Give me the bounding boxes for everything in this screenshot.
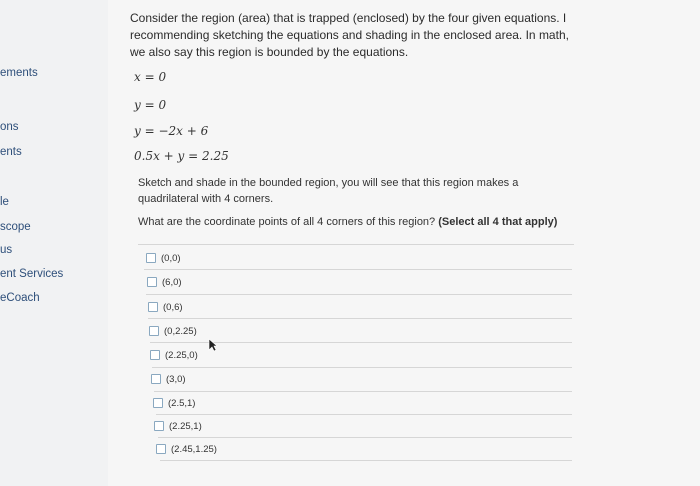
divider bbox=[158, 437, 572, 438]
checkbox[interactable] bbox=[150, 350, 160, 360]
question-panel bbox=[108, 0, 700, 486]
sidebar-item-scope[interactable]: scope bbox=[0, 221, 31, 233]
sidebar-item-ent-services[interactable]: ent Services bbox=[0, 268, 64, 280]
divider bbox=[146, 294, 572, 295]
option-label: (2.25,0) bbox=[165, 349, 198, 361]
option-3[interactable] bbox=[149, 324, 197, 338]
divider bbox=[144, 269, 572, 270]
sidebar-item-ents[interactable]: ents bbox=[0, 146, 22, 158]
checkbox[interactable] bbox=[154, 421, 164, 431]
option-label: (2.45,1.25) bbox=[171, 443, 217, 455]
prompt-text: What are the coordinate points of all 4 corners of this region? bbox=[138, 216, 439, 228]
divider bbox=[138, 244, 574, 245]
sidebar-item-us[interactable]: us bbox=[0, 244, 13, 256]
divider bbox=[154, 391, 572, 392]
option-4[interactable] bbox=[150, 348, 198, 362]
checkbox[interactable] bbox=[156, 444, 166, 454]
option-6[interactable] bbox=[153, 396, 195, 410]
question-prompt bbox=[138, 214, 578, 230]
divider bbox=[152, 367, 572, 368]
option-2[interactable] bbox=[148, 300, 183, 314]
equation-1: x = 0 bbox=[134, 70, 167, 84]
divider bbox=[160, 460, 572, 461]
sidebar-item-le[interactable]: le bbox=[0, 196, 9, 208]
equation-4: 0.5x + y = 2.25 bbox=[134, 149, 229, 163]
question-intro: Consider the region (area) that is trapped (enclosed) by the four given equations. I recommending sketching the equations and shading in the enclosed area. In math, we also say this region is bounded by the equations. bbox=[130, 11, 569, 59]
checkbox[interactable] bbox=[153, 398, 163, 408]
checkbox[interactable] bbox=[148, 302, 158, 312]
option-label: (3,0) bbox=[166, 373, 186, 385]
option-1[interactable] bbox=[147, 275, 182, 289]
equation-3: y = −2x + 6 bbox=[134, 124, 209, 138]
option-label: (2.25,1) bbox=[169, 420, 202, 432]
sidebar-item-ements[interactable]: ements bbox=[0, 67, 38, 79]
mouse-pointer-icon bbox=[208, 338, 218, 352]
option-label: (0,6) bbox=[163, 301, 183, 313]
option-8[interactable] bbox=[156, 442, 217, 456]
left-sidebar bbox=[0, 0, 108, 486]
checkbox[interactable] bbox=[146, 253, 156, 263]
divider bbox=[148, 318, 572, 319]
sidebar-item-ecoach[interactable]: eCoach bbox=[0, 292, 40, 304]
checkbox[interactable] bbox=[151, 374, 161, 384]
checkbox[interactable] bbox=[147, 277, 157, 287]
prompt-bold: (Select all 4 that apply) bbox=[438, 216, 558, 228]
option-label: (0,0) bbox=[161, 252, 181, 264]
option-0[interactable] bbox=[146, 251, 181, 265]
instruction-text: Sketch and shade in the bounded region, you will see that this region makes a quadrilateral with 4 corners. bbox=[138, 177, 519, 205]
option-label: (6,0) bbox=[162, 276, 182, 288]
equation-2: y = 0 bbox=[134, 98, 167, 112]
option-7[interactable] bbox=[154, 419, 202, 433]
option-label: (2.5,1) bbox=[168, 397, 196, 409]
option-label: (0,2.25) bbox=[164, 325, 197, 337]
checkbox[interactable] bbox=[149, 326, 159, 336]
sidebar-item-ons[interactable]: ons bbox=[0, 121, 19, 133]
option-5[interactable] bbox=[151, 372, 186, 386]
divider bbox=[156, 414, 572, 415]
